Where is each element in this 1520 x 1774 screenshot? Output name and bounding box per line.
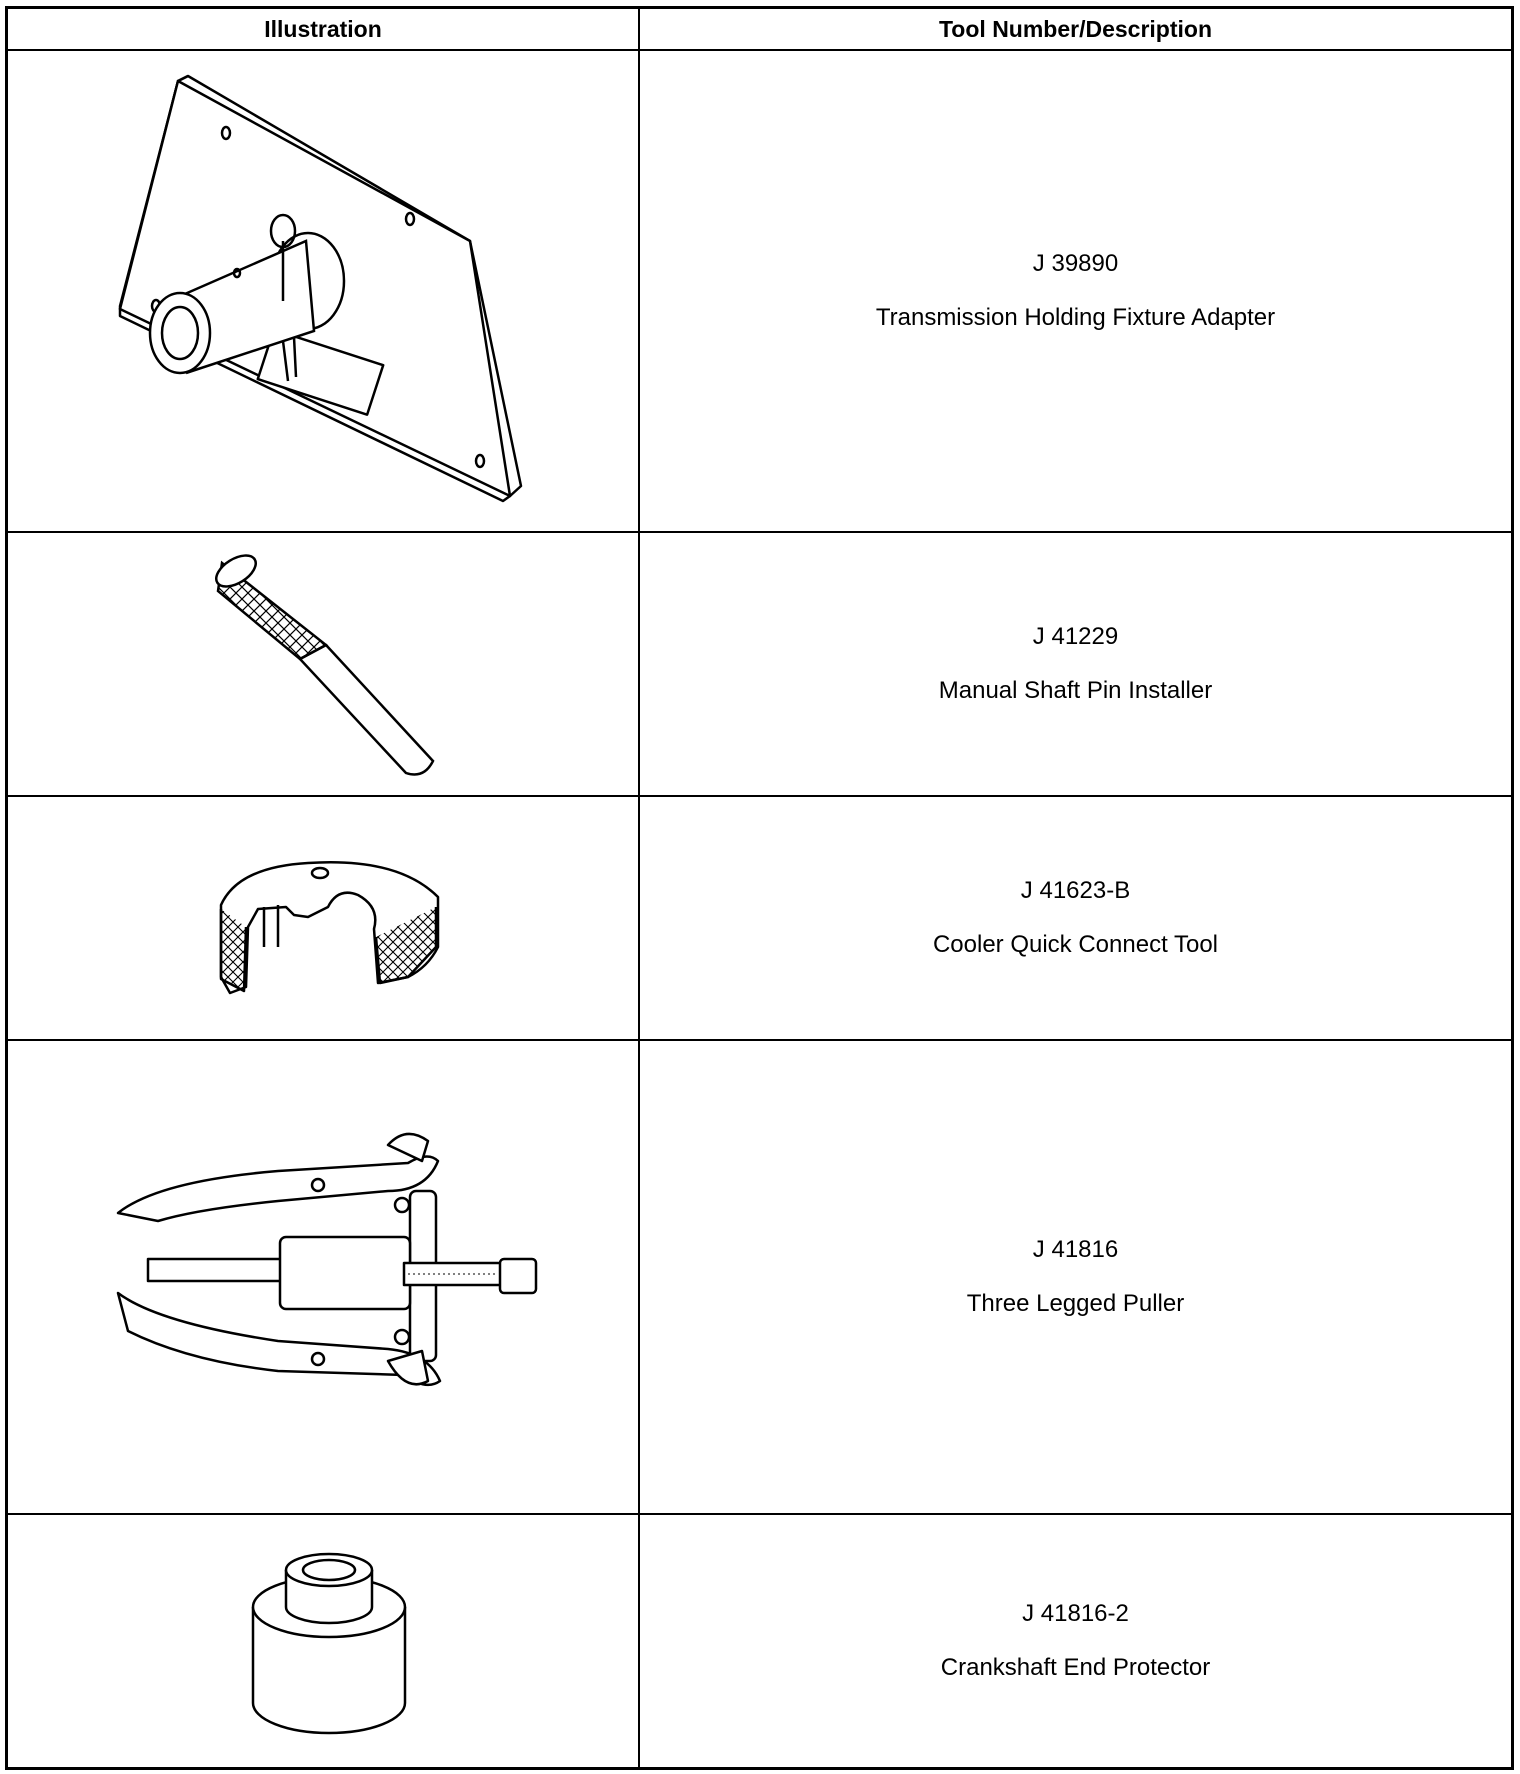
table-row: [8, 1515, 1511, 1767]
tool-number: J 41623-B: [1020, 877, 1131, 904]
shaft-pin-installer-drawing: [8, 533, 638, 795]
tool-number: J 39890: [1032, 250, 1119, 277]
table-row: [8, 533, 1511, 797]
three-legged-puller-drawing: [8, 1041, 638, 1513]
tool-description-cell: [640, 533, 1511, 795]
tool-name: Three Legged Puller: [966, 1290, 1185, 1317]
tool-description-cell: [640, 1041, 1511, 1513]
holding-fixture-adapter-drawing: [8, 51, 638, 531]
tool-name: Transmission Holding Fixture Adapter: [875, 304, 1276, 331]
tool-number: J 41229: [1032, 623, 1119, 650]
tool-number: J 41816: [1032, 1236, 1119, 1263]
header-tool-number-description: Tool Number/Description: [938, 16, 1213, 42]
holding-fixture-adapter-illustration: [8, 51, 638, 531]
tool-name: Manual Shaft Pin Installer: [938, 677, 1213, 704]
crankshaft-end-protector-drawing: [8, 1515, 638, 1767]
tool-name: Cooler Quick Connect Tool: [932, 931, 1219, 958]
header-illustration: Illustration: [264, 16, 382, 42]
table-row: [8, 51, 1511, 533]
cooler-quick-connect-illustration: [8, 797, 638, 1039]
tool-number: J 41816-2: [1022, 1600, 1129, 1627]
special-tools-table: [5, 6, 1514, 1770]
cooler-quick-connect-drawing: [8, 797, 638, 1039]
shaft-pin-installer-illustration: [8, 533, 638, 795]
tool-name: Crankshaft End Protector: [940, 1654, 1211, 1681]
table-header: [8, 9, 1511, 51]
crankshaft-end-protector-illustration: [8, 1515, 638, 1767]
tool-description-cell: [640, 1515, 1511, 1767]
tool-description-cell: [640, 797, 1511, 1039]
table-row: [8, 797, 1511, 1041]
table-row: [8, 1041, 1511, 1515]
tool-description-cell: [640, 51, 1511, 531]
three-legged-puller-illustration: [8, 1041, 638, 1513]
